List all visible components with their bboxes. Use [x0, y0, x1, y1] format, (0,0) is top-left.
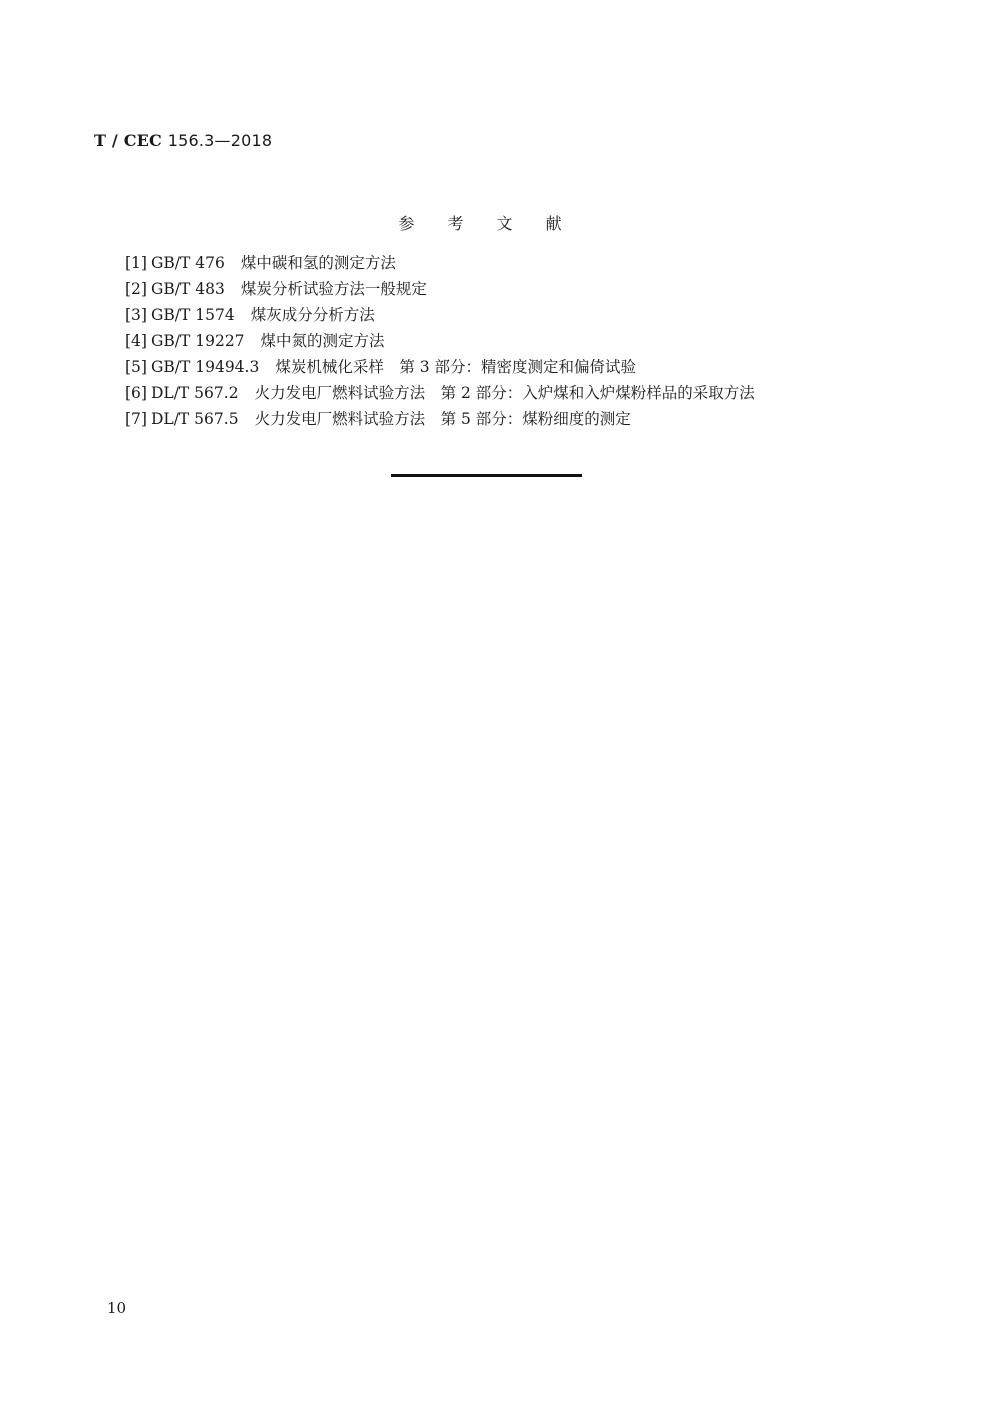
reference-title: 煤中氮的测定方法 — [260, 332, 385, 350]
reference-index: [3] — [125, 306, 147, 324]
reference-title: 煤炭机械化采样 第 3 部分：精密度测定和偏倚试验 — [275, 358, 637, 376]
reference-title: 煤灰成分分析方法 — [250, 306, 375, 324]
reference-code: GB/T 19227 — [150, 332, 245, 350]
reference-item — [125, 276, 755, 302]
standard-prefix: T / CEC — [94, 131, 162, 150]
reference-code: GB/T 1574 — [150, 306, 235, 324]
reference-index: [5] — [125, 358, 147, 376]
reference-code: DL/T 567.5 — [150, 410, 239, 428]
page-number: 10 — [107, 1299, 127, 1317]
end-of-document-rule — [391, 474, 582, 477]
standard-number: 156.3—2018 — [167, 131, 273, 150]
reference-index: [4] — [125, 332, 147, 350]
reference-title: 煤炭分析试验方法一般规定 — [240, 280, 427, 298]
standard-code — [94, 131, 272, 150]
reference-item — [125, 354, 755, 380]
reference-index: [7] — [125, 410, 147, 428]
reference-list — [125, 250, 755, 432]
reference-item — [125, 406, 755, 432]
reference-index: [2] — [125, 280, 147, 298]
reference-index: [1] — [125, 254, 147, 272]
reference-code: DL/T 567.2 — [150, 384, 239, 402]
reference-item — [125, 302, 755, 328]
reference-item — [125, 380, 755, 406]
reference-title: 火力发电厂燃料试验方法 第 5 部分：煤粉细度的测定 — [254, 410, 631, 428]
reference-item — [125, 328, 755, 354]
reference-item — [125, 250, 755, 276]
reference-title: 煤中碳和氢的测定方法 — [240, 254, 396, 272]
reference-code: GB/T 476 — [150, 254, 225, 272]
reference-code: GB/T 19494.3 — [150, 358, 260, 376]
reference-code: GB/T 483 — [150, 280, 225, 298]
section-title: 参 考 文 献 — [398, 214, 576, 233]
reference-index: [6] — [125, 384, 147, 402]
reference-title: 火力发电厂燃料试验方法 第 2 部分：入炉煤和入炉煤粉样品的采取方法 — [254, 384, 755, 402]
